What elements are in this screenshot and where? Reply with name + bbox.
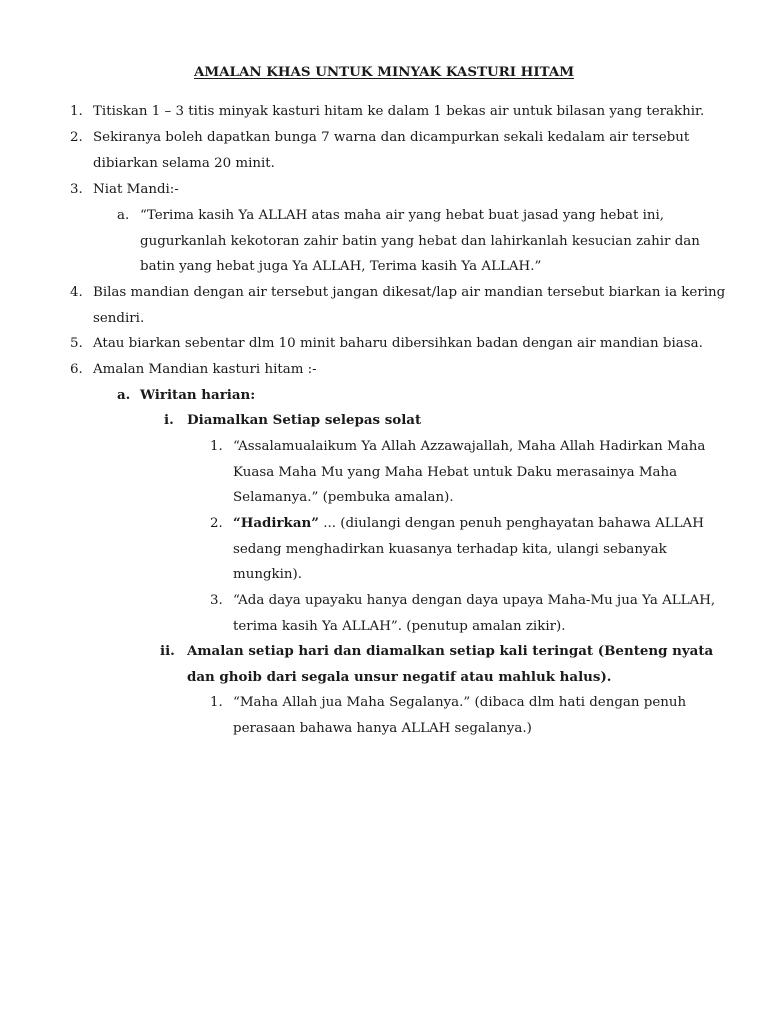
entry-bold-lead: “Hadirkan” [233,515,319,531]
entry-text: terima kasih Ya ALLAH”. (penutup amalan zikir). [233,619,566,634]
entry-number: 1. [210,439,223,454]
item-text: Sekiranya boleh dapatkan bunga 7 warna dan dicampurkan sekali kedalam air tersebut [93,130,690,145]
section-roman: ii. [160,643,175,659]
entry-text: perasaan bahawa hanya ALLAH segalanya.) [233,721,532,736]
entry-text: Kuasa Maha Mu yang Maha Hebat untuk Daku merasainya Maha [233,465,678,480]
subitem-letter: a. [117,208,130,223]
entry-text [233,515,704,532]
subitem-letter: a. [117,387,131,403]
entry-text: “Ada daya upayaku hanya dengan daya upaya Maha-Mu jua Ya ALLAH, [233,593,716,608]
item-text: Atau biarkan sebentar dlm 10 minit baharu dibersihkan badan dengan air mandian biasa. [93,336,703,351]
entry-number: 2. [210,516,223,531]
item-number: 1. [70,104,83,119]
item-text: dibiarkan selama 20 minit. [93,156,275,171]
item-number: 2. [70,130,83,145]
subitem-text: batin yang hebat juga Ya ALLAH, Terima kasih Ya ALLAH.” [140,259,542,274]
entry-text: mungkin). [233,567,303,582]
entry-text: Selamanya.” (pembuka amalan). [233,490,454,505]
subitem-heading: Wiritan harian: [140,387,256,403]
section-heading: Amalan setiap hari dan diamalkan setiap kali teringat (Benteng nyata [187,643,714,659]
entry-number: 3. [210,593,223,608]
item-number: 3. [70,182,83,197]
entry-text: sedang menghadirkan kuasanya terhadap kita, ulangi sebanyak [233,542,667,557]
item-text: Titiskan 1 – 3 titis minyak kasturi hitam ke dalam 1 bekas air untuk bilasan yang terakhir. [93,104,705,119]
section-heading: dan ghoib dari segala unsur negatif atau mahluk halus). [187,669,612,685]
document-title: AMALAN KHAS UNTUK MINYAK KASTURI HITAM [193,64,575,80]
subitem-text: gugurkanlah kekotoran zahir batin yang hebat dan lahirkanlah kesucian zahir dan [140,234,700,249]
entry-text: “Maha Allah jua Maha Segalanya.” (dibaca dlm hati dengan penuh [233,695,687,710]
item-number: 5. [70,336,83,351]
item-number: 4. [70,285,83,300]
section-roman: i. [164,412,174,428]
item-text: Bilas mandian dengan air tersebut jangan dikesat/lap air mandian tersebut biarkan ia kering [93,285,726,300]
item-text: sendiri. [93,311,145,326]
subitem-text: “Terima kasih Ya ALLAH atas maha air yang hebat buat jasad yang hebat ini, [140,208,665,223]
item-text: Amalan Mandian kasturi hitam :- [93,362,317,377]
item-number: 6. [70,362,83,377]
item-text: Niat Mandi:- [93,182,179,197]
section-heading: Diamalkan Setiap selepas solat [187,412,422,428]
entry-text: “Assalamualaikum Ya Allah Azzawajallah, Maha Allah Hadirkan Maha [233,439,706,454]
entry-number: 1. [210,695,223,710]
entry-text-rest: ... (diulangi dengan penuh penghayatan bahawa ALLAH [318,516,704,531]
